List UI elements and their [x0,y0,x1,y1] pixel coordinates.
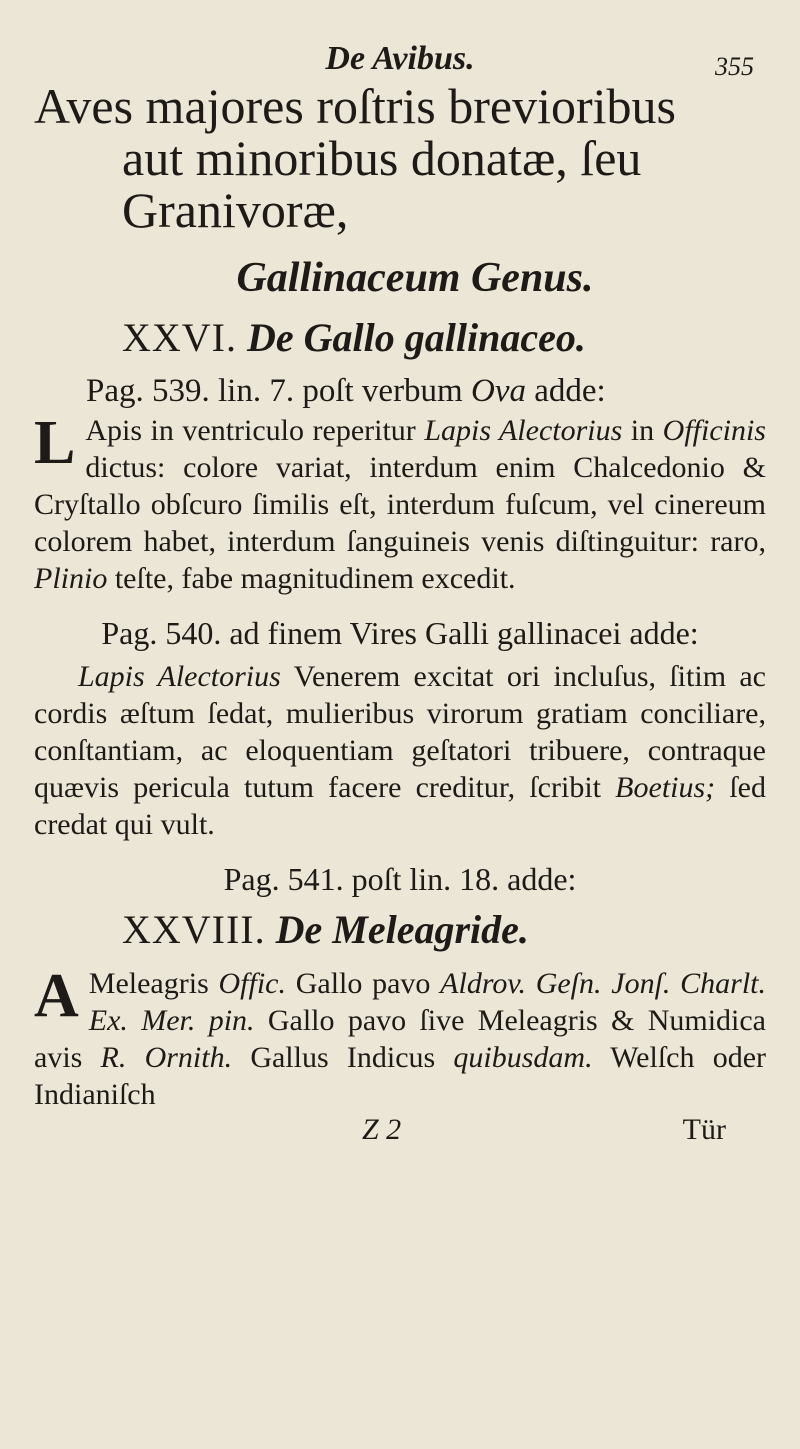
paragraph-text-italic: R. Ornith. [100,1041,233,1074]
paragraph-text-italic: Boetius; [615,771,716,804]
chapter-heading [122,906,766,953]
paragraph-text: Gallo pavo ſive Meleagris & Numidica avis [34,1004,766,1074]
chapter-title: De Gallo gallinaceo. [246,315,586,360]
note-text-italic: Ova [470,373,526,409]
paragraph-text-italic: Aldrov. Geſn. Jonſ. Charlt. Ex. Mer. pin. [88,967,766,1037]
paragraph-text: Gallus Indicus [232,1041,454,1074]
paragraph-text-italic: Officinis [662,414,766,447]
catchword: Tür [682,1113,726,1146]
signature-mark: Z 2 [362,1113,402,1146]
paragraph-text-italic: Lapis Alectorius [424,414,623,447]
chapter-number: XXVI. [122,315,237,360]
chapter-title: De Meleagride. [275,907,529,952]
page-reference-note [86,373,766,410]
section-title-line: Aves majores roſtris brevioribus [34,78,676,134]
running-title: De Avibus. [325,40,475,77]
paragraph-text-italic: quibusdam. [453,1041,593,1074]
chapter-number: XXVIII. [122,907,266,952]
paragraph-text: dictus: colore variat, interdum enim Chalcedonio & Cryſtallo obſcuro ſimilis eſt, interdum fuſcum, vel cinereum colorem habet, interdum ſanguineis venis diſtinguitur: raro, [34,451,766,558]
paragraph-text: in [622,414,663,447]
section-title-line: Granivoræ, [122,182,349,238]
section-title [34,80,766,236]
paragraph-text: Venerem excitat ori incluſus, ſitim ac cordis æſtum ſedat, mulieribus virorum gratiam conciliare, conſtantiam, ac eloquentiam geſtatori tribuere, contraque quævis pericula tutum facere creditur, ſcribit [34,660,766,804]
paragraph-text-italic: Offic. [218,967,286,1000]
page-number: 355 [715,52,754,81]
paragraph-text-italic: Plinio [34,562,108,595]
paragraph-text-fraktur: Welſch oder Indianiſch [34,1041,767,1111]
drop-cap: L [34,409,76,477]
page-reference-note: Pag. 541. poſt lin. 18. adde: [223,861,577,897]
genus-heading: Gallinaceum Genus. [236,255,594,301]
note-text: adde: [525,373,606,409]
paragraph-text: Meleagris [88,967,219,1000]
paragraph-meleagris [34,962,767,1113]
paragraph-text: Apis in ventriculo reperitur [85,414,425,447]
paragraph-text: teſte, fabe magnitudinem excedit. [107,562,516,595]
section-title-line: aut minoribus donatæ, ſeu [122,130,642,186]
paragraph-vires [34,658,766,843]
note-text: Pag. 539. lin. 7. poſt verbum [86,373,471,409]
paragraph-text: ſed credat qui vult. [34,771,766,841]
page-header [34,0,766,80]
paragraph-text: Gallo pavo [285,967,441,1000]
page-footer [34,1113,766,1153]
paragraph-lapis-alectorius [34,409,766,597]
chapter-heading [122,314,766,361]
page-reference-note: Pag. 540. ad finem Vires Galli gallinacei adde: [101,615,699,651]
paragraph-text-italic: Lapis Alectorius [78,660,281,693]
drop-cap: A [34,962,79,1030]
